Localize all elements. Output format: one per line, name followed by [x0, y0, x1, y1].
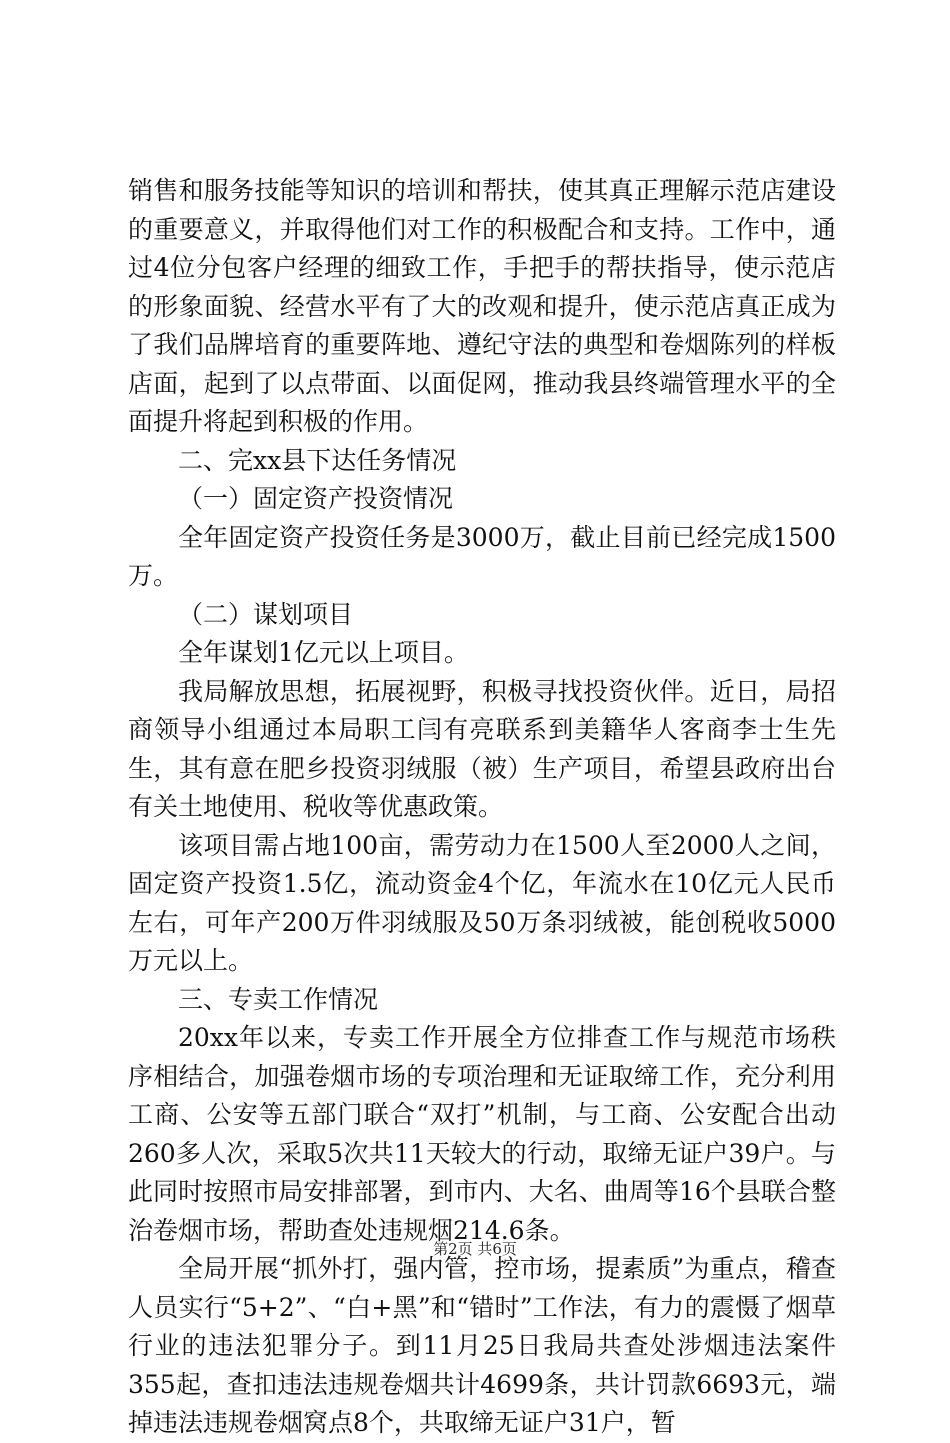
section-heading-monopoly: 三、专卖工作情况 [178, 984, 379, 1014]
paragraph-project-details: 该项目需占地100亩，需劳动力在1500人至2000人之间，固定资产投资1.5亿，流动资金4个亿，年流水在10亿元人民币左右，可年产200万件羽绒服及50万条羽绒被，能创税收5000万元以上。 [128, 830, 836, 975]
paragraph-monopoly-work: 20xx年以来，专卖工作开展全方位排查工作与规范市场秩序相结合，加强卷烟市场的专项治理和无证取缔工作，充分利用工商、公安等五部门联合“双打”机制，与工商、公安配合出动260多人次，采取5次共11天较大的行动，取缔无证户39户。与此同时按照市局安排部署，到市内、大名、曲周等16个县联合整治卷烟市场，帮助查处违规烟214.6条。 [128, 1023, 836, 1245]
page-number-footer: 第2页 共6页 [433, 1240, 517, 1258]
section-heading-tasks: 二、完xx县下达任务情况 [178, 445, 457, 475]
paragraph-enforcement: 全局开展“抓外打，强内管，控市场，提素质”为重点，稽查人员实行“5+2”、“白+黑”和“错时”工作法，有力的震慑了烟草行业的违法犯罪分子。到11月25日我局共查处涉烟违法案件355起，查扣违法违规卷烟共计4699条，共计罚款6693元，端掉违法违规卷烟窝点8个，共取缔无证户31户，暂 [128, 1254, 836, 1437]
paragraph-projects: 全年谋划1亿元以上项目。 [178, 638, 469, 667]
subheading-fixed-assets: （一）固定资产投资情况 [178, 484, 454, 513]
paragraph-investment: 我局解放思想，拓展视野，积极寻找投资伙伴。近日，局招商领导小组通过本局职工闫有亮联系到美籍华人客商李士生先生，其有意在肥乡投资羽绒服（被）生产项目，希望县政府出台有关土地使用、税收等优惠政策。 [128, 676, 836, 821]
paragraph-continuation: 销售和服务技能等知识的培训和帮扶，使其真正理解示范店建设的重要意义，并取得他们对工作的积极配合和支持。工作中，通过4位分包客户经理的细致工作，手把手的帮扶指导，使示范店的形象面貌、经营水平有了大的改观和提升，使示范店真正成为了我们品牌培育的重要阵地、遵纪守法的典型和卷烟陈列的样板店面，起到了以点带面、以面促网，推动我县终端管理水平的全面提升将起到积极的作用。 [128, 176, 836, 436]
paragraph-fixed-assets: 全年固定资产投资任务是3000万，截止目前已经完成1500万。 [128, 522, 836, 590]
subheading-projects: （二）谋划项目 [178, 599, 354, 629]
